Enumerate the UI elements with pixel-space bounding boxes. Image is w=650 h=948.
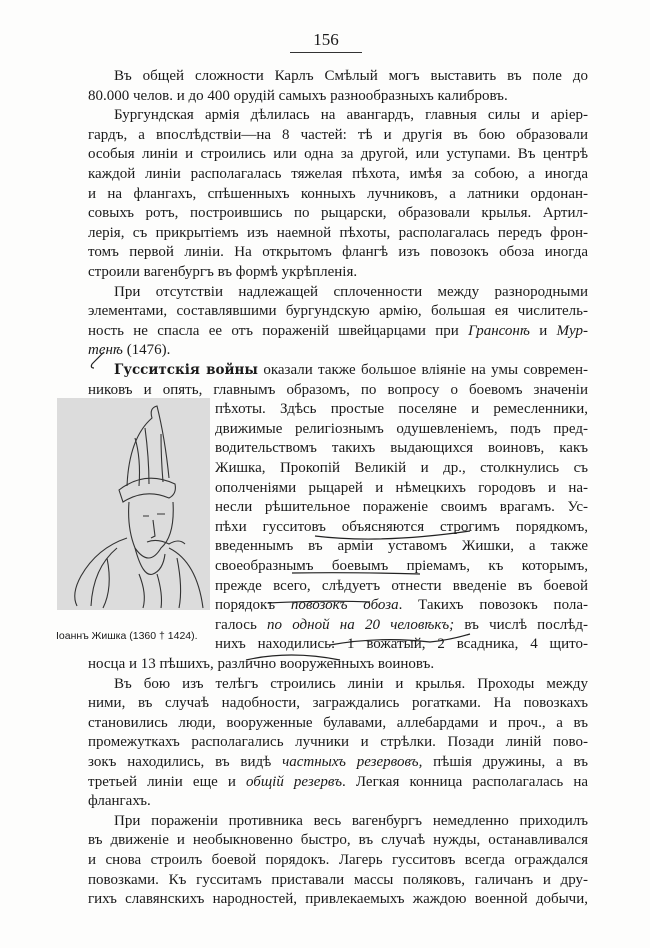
- text-line: [88, 693, 588, 713]
- text-line: [88, 830, 588, 850]
- portrait-drawing: [57, 398, 210, 610]
- section-heading: Гусситскія войны: [114, 362, 258, 378]
- text-line: [88, 105, 588, 125]
- portrait-illustration: [57, 398, 210, 610]
- text-span: порядокъ: [215, 597, 291, 614]
- text-line: [88, 301, 588, 321]
- text-span: прежде всего, слѣдуетъ отнести введеніе въ боевой: [215, 577, 588, 594]
- text-span: томъ первой линіи. На открытомъ флангѣ изъ повозокъ обоза иногда: [88, 244, 588, 261]
- text-line: [88, 184, 588, 204]
- text-span: 80.000 челов. и до 400 орудій самыхъ разнообразныхъ калибровъ.: [88, 87, 508, 104]
- text-span: каждой линіи располагалась тяжелая пѣхота, имѣя за собою, а иногда: [88, 166, 588, 182]
- text-span: совыхъ ротъ, построившись по рыцарски, образовали крылья. Артил-: [88, 205, 588, 222]
- page-number: 156: [290, 30, 362, 53]
- text-line: [215, 615, 588, 635]
- text-span: въ движеніе и необыкновенно быстро, въ случаѣ нужды, останавливался: [88, 832, 588, 849]
- text-line: [88, 125, 588, 145]
- text-span: водительствомъ такихъ выдающихся воиновъ, какъ: [215, 440, 588, 457]
- text-span: ополченіями рыцарей и нѣмецкихъ городовъ и на-: [215, 479, 588, 496]
- text-line: [88, 713, 588, 733]
- italic-term: частныхъ резервовъ,: [282, 754, 423, 770]
- text-line: [215, 517, 588, 537]
- text-line: [88, 282, 588, 302]
- text-span: гихъ славянскихъ народностей, привлекаемыхъ жаждою военной добычи,: [88, 891, 588, 908]
- text-line: [215, 458, 588, 478]
- text-line: [88, 340, 588, 360]
- text-span: нихъ находились: 1 вожатый, 2 всадника, 4 щито-: [215, 636, 588, 653]
- text-span: носца и 13 пѣшихъ, различно вооруженныхъ воиновъ.: [88, 656, 435, 672]
- text-line: [88, 889, 588, 909]
- text-span: . Легкая конница располагалась на: [342, 773, 589, 790]
- text-span: пѣхоты. Здѣсь простые поселяне и ремесленники,: [215, 401, 588, 418]
- text-span: Бургундская армія дѣлилась на авангардъ, главныя силы и аріер-: [114, 107, 588, 124]
- text-span: третьей линіи еще и: [88, 773, 246, 790]
- text-line: [88, 321, 588, 341]
- text-line: [88, 242, 588, 262]
- italic-term: Грансонѣ: [468, 322, 530, 339]
- text-line: [88, 223, 588, 243]
- text-span: и снова строилъ боевой порядокъ. Лагерь гусситовъ всегда ограждался: [88, 852, 588, 868]
- text-span: своеобразнымъ боевымъ пріемамъ, къ которымъ,: [215, 558, 588, 574]
- text-line: [215, 419, 588, 439]
- text-span: введеннымъ въ арміи уставомъ Жишки, а также: [215, 538, 588, 555]
- text-line: [88, 850, 588, 870]
- text-line: [215, 478, 588, 498]
- text-line: [88, 772, 588, 792]
- text-line: [88, 870, 588, 890]
- text-line: [88, 732, 588, 752]
- text-span: становились люди, вооруженные булавами, аллебардами и проч., а въ: [88, 714, 588, 731]
- text-span: въ числѣ послѣд-: [454, 616, 589, 633]
- text-line: [88, 380, 588, 400]
- text-span: ними, въ случаѣ надобности, заграждались рогатками. На повозкахъ: [88, 695, 588, 712]
- text-span: никовъ и опять, главнымъ образомъ, по вопросу о боевомъ значеніи: [88, 381, 588, 398]
- text-span: При пораженіи противника весь вагенбургъ немедленно приходилъ: [114, 812, 588, 829]
- text-line: [215, 536, 588, 556]
- text-line: [88, 674, 588, 694]
- text-line: [88, 164, 588, 184]
- text-span: пѣхи гусситовъ объясняются строгимъ порядкомъ,: [215, 518, 588, 535]
- text-span: пѣшія дружины, а въ: [422, 754, 588, 770]
- text-span: промежуткахъ располагались лучники и стрѣлки. Позади линій пово-: [88, 734, 588, 751]
- text-line: [88, 66, 588, 86]
- text-line: [88, 791, 588, 811]
- text-span: ность не спасла ее отъ пораженій швейцарцами при: [88, 322, 469, 339]
- text-span: и на флангахъ, спѣшенныхъ конныхъ лучниковъ, а латники ордонан-: [88, 185, 588, 202]
- text-line: [215, 497, 588, 517]
- text-line: [88, 752, 588, 772]
- text-line: [88, 360, 588, 380]
- text-span: повозками. Къ гусситамъ приставали массы поляковъ, галичанъ и дру-: [88, 871, 588, 888]
- italic-term: повозокъ обоза: [290, 597, 399, 614]
- text-span: гардъ, а впослѣдствіи—на 8 частей: тѣ и другія въ бою образовали: [88, 126, 588, 143]
- text-line: [215, 556, 588, 576]
- figure-caption: Іоаннъ Жишка (1360 † 1424).: [56, 630, 198, 642]
- italic-term: тенѣ: [88, 342, 123, 359]
- text-span: Въ общей сложности Карлъ Смѣлый могъ выставить въ поле до: [114, 68, 588, 84]
- text-span: и: [529, 322, 557, 339]
- text-span: Въ бою изъ телѣгъ строились линіи и крылья. Проходы между: [114, 675, 588, 692]
- text-line: [88, 144, 588, 164]
- text-span: При отсутствіи надлежащей сплоченности между разнородными: [114, 283, 588, 300]
- text-span: . Такихъ повозокъ пола-: [398, 597, 589, 614]
- italic-term: по одной на 20 человѣкъ;: [267, 616, 455, 633]
- text-line: [88, 811, 588, 831]
- text-span: строили вагенбургъ въ формѣ укрѣпленія.: [88, 264, 358, 280]
- text-line: [215, 438, 588, 458]
- text-span: (1476).: [122, 342, 171, 359]
- text-span: движимые религіознымъ одушевленіемъ, подъ пред-: [215, 420, 588, 437]
- text-span: особыя линіи и строились или одна за другой, или уступами. Въ центрѣ: [88, 146, 588, 163]
- text-span: Жишка, Прокопій Великій и др., столкнулись съ: [215, 460, 588, 476]
- text-span: оказали также большое вліяніе на умы современ-: [257, 362, 588, 378]
- text-line: [215, 634, 588, 654]
- text-span: флангахъ.: [88, 793, 151, 810]
- text-span: лерія, съ прикрытіемъ изъ наемной пѣхоты, располагалась передъ фрон-: [88, 224, 588, 241]
- italic-term: общій резервъ: [246, 773, 343, 790]
- text-span: галось: [215, 616, 268, 633]
- text-span: элементами, составлявшими бургундскую армію, большая ея числитель-: [88, 303, 588, 320]
- text-span: зокъ находились, въ видѣ: [88, 754, 283, 770]
- text-line: [88, 203, 588, 223]
- italic-term: Мур-: [556, 322, 588, 339]
- text-line: [215, 595, 588, 615]
- text-line: [88, 654, 588, 674]
- text-line: [88, 86, 588, 106]
- text-span: несли рѣшительное пораженіе своимъ врагамъ. Ус-: [215, 499, 588, 516]
- text-line: [88, 262, 588, 282]
- text-line: [215, 576, 588, 596]
- text-line: [215, 399, 588, 419]
